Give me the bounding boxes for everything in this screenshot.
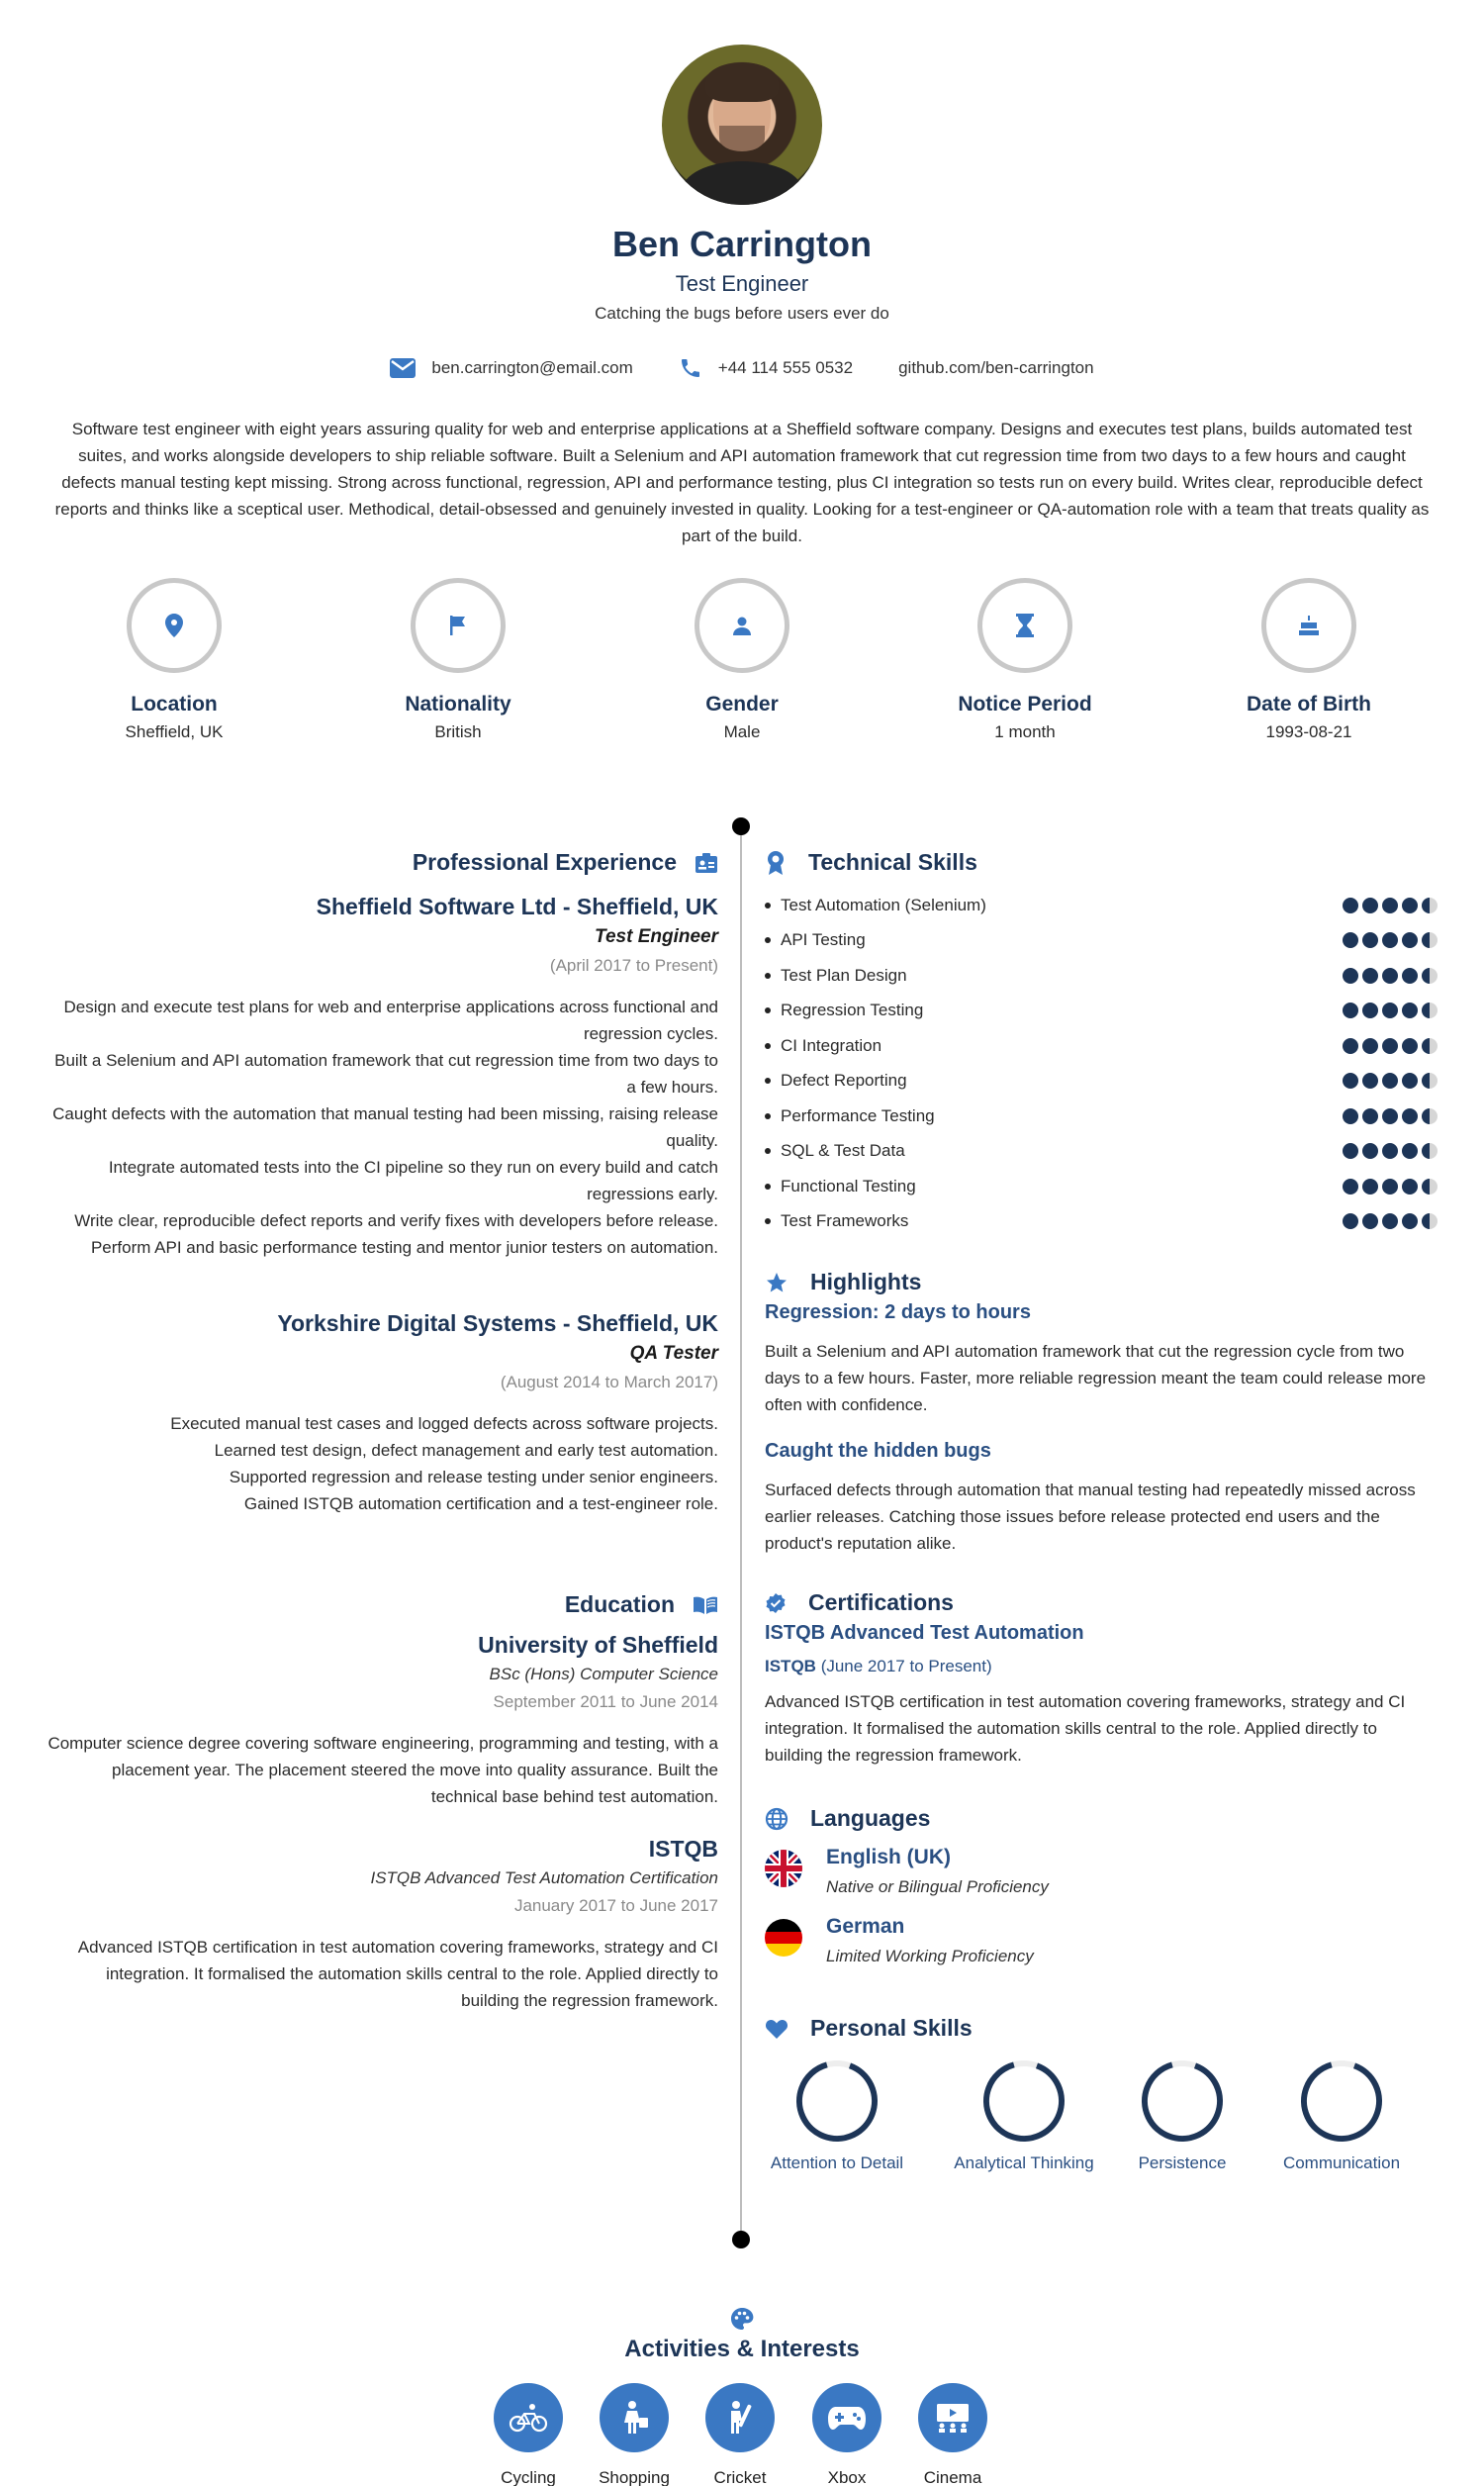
section-title-experience: Professional Experience <box>44 849 718 876</box>
briefcase-id-icon <box>695 852 718 874</box>
language-name: English (UK) <box>826 1846 951 1868</box>
person-icon <box>731 615 753 636</box>
skill-dot <box>1422 968 1438 984</box>
skill-dot <box>1382 932 1398 948</box>
skill-progress-ring <box>1299 2058 1384 2144</box>
flag-icon <box>447 614 469 637</box>
info-label: Date of Birth <box>1247 693 1371 716</box>
language-level: Limited Working Proficiency <box>826 1947 1034 1965</box>
certification-name: ISTQB Advanced Test Automation <box>765 1622 1084 1644</box>
cinema-icon <box>934 2402 972 2434</box>
info-date-of-birth <box>1190 578 1428 742</box>
uk-flag-icon <box>765 1850 802 1887</box>
job-bullet: Built a Selenium and API automation framework that cut regression time from two days to a few hours. <box>54 1051 718 1097</box>
info-value: Sheffield, UK <box>125 722 224 741</box>
skill-dot <box>1402 1143 1418 1159</box>
contact-github[interactable] <box>898 356 1094 380</box>
skill-rating <box>1343 1108 1438 1124</box>
phone-icon <box>679 356 702 380</box>
info-value: British <box>434 722 482 741</box>
info-label: Notice Period <box>958 693 1092 716</box>
shopping-icon <box>618 2400 650 2436</box>
skill-row <box>765 888 1438 923</box>
job-position: QA Tester <box>629 1343 718 1364</box>
skill-dot <box>1422 1038 1438 1054</box>
skill-dot <box>1362 1143 1378 1159</box>
skill-dot <box>1402 1179 1418 1195</box>
personal-skill-label: Analytical Thinking <box>954 2153 1094 2172</box>
job-bullet: Executed manual test cases and logged defects across software projects. <box>170 1414 718 1433</box>
certifications-section <box>765 1589 1438 1769</box>
skill-dot <box>1422 1213 1438 1229</box>
globe-icon <box>765 1807 788 1831</box>
skill-dot <box>1402 1213 1418 1229</box>
personal-skills-section <box>765 2015 1438 2042</box>
gamepad-icon <box>827 2405 867 2431</box>
education-dates: January 2017 to June 2017 <box>513 1896 718 1915</box>
education-degree: ISTQB Advanced Test Automation Certification <box>370 1868 718 1887</box>
skill-row <box>765 1099 1438 1134</box>
skill-dot <box>1343 968 1358 984</box>
skill-row <box>765 1169 1438 1204</box>
interest-xbox <box>797 2383 896 2486</box>
job-entry <box>44 894 718 1261</box>
skill-dot <box>1362 898 1378 913</box>
certification-dates: (June 2017 to Present) <box>820 1657 992 1675</box>
education-entry <box>44 1632 718 1810</box>
technical-skills-section <box>765 849 1438 1239</box>
avatar <box>662 45 822 205</box>
interest-cinema <box>903 2383 1002 2486</box>
candidate-name: Ben Carrington <box>611 224 872 264</box>
job-bullet: Caught defects with the automation that manual testing had been missing, raising release quality. <box>52 1104 718 1150</box>
skill-dot <box>1402 898 1418 913</box>
job-bullet: Supported regression and release testing under senior engineers. <box>229 1468 718 1486</box>
skill-dot <box>1362 1003 1378 1018</box>
skill-dot <box>1382 1108 1398 1124</box>
personal-skill <box>1267 2058 1416 2173</box>
skill-name: Performance Testing <box>765 1106 935 1126</box>
personal-skill <box>765 2058 909 2173</box>
interest-label: Cinema <box>923 2468 982 2486</box>
job-bullet: Write clear, reproducible defect reports and verify fixes with developers before release. <box>74 1211 718 1230</box>
job-org: Sheffield Software Ltd - Sheffield, UK <box>316 894 718 919</box>
highlights-section <box>765 1269 1438 1557</box>
interest-label: Shopping <box>599 2468 670 2486</box>
education-text: Computer science degree covering software engineering, programming and testing, with a placement year. The placement steered the move into quality assurance. Built the technical base behind test automation. <box>47 1734 718 1806</box>
personal-skill-label: Attention to Detail <box>770 2153 904 2172</box>
education-org: University of Sheffield <box>478 1632 718 1658</box>
info-label: Gender <box>705 693 779 716</box>
info-label: Location <box>131 693 218 716</box>
info-label: Nationality <box>405 693 511 716</box>
info-value: Male <box>723 722 761 741</box>
github-text: github.com/ben-carrington <box>898 358 1094 377</box>
personal-skill-label: Persistence <box>1138 2153 1227 2172</box>
skill-list <box>765 888 1438 1239</box>
skill-rating <box>1343 1179 1438 1195</box>
section-title-certifications: Certifications <box>765 1589 1438 1616</box>
job-bullets <box>44 1410 718 1517</box>
certification-issuer: ISTQB <box>765 1657 816 1675</box>
skill-rating <box>1343 1213 1438 1229</box>
job-bullet: Integrate automated tests into the CI pipeline so they run on every build and catch regressions early. <box>108 1158 718 1203</box>
skill-dot <box>1362 1213 1378 1229</box>
interest-label: Cricket <box>713 2468 767 2486</box>
skill-dot <box>1382 968 1398 984</box>
skill-dot <box>1343 1108 1358 1124</box>
skill-name: Defect Reporting <box>765 1071 907 1091</box>
skill-dot <box>1343 1038 1358 1054</box>
email-text: ben.carrington@email.com <box>431 358 633 377</box>
skill-dot <box>1422 1003 1438 1018</box>
language-name: German <box>826 1915 905 1938</box>
skill-progress-ring <box>981 2058 1067 2144</box>
timeline-dot-bottom <box>732 2231 750 2248</box>
star-icon <box>765 1271 788 1294</box>
skill-name: Test Frameworks <box>765 1211 908 1231</box>
skill-progress-ring <box>794 2058 880 2144</box>
skill-dot <box>1402 1108 1418 1124</box>
skill-name: SQL & Test Data <box>765 1141 905 1161</box>
skill-dot <box>1402 1073 1418 1089</box>
skill-rating <box>1343 1073 1438 1089</box>
info-gender <box>623 578 861 742</box>
contact-phone[interactable] <box>679 356 853 380</box>
info-nationality <box>339 578 577 742</box>
skill-dot <box>1362 1108 1378 1124</box>
skill-dot <box>1422 1179 1438 1195</box>
skill-dot <box>1343 898 1358 913</box>
skill-row <box>765 958 1438 994</box>
section-title-technical-skills: Technical Skills <box>765 849 1438 876</box>
education-degree: BSc (Hons) Computer Science <box>489 1665 718 1683</box>
highlight-text: Built a Selenium and API automation framework that cut the regression cycle from two days to a few hours. Faster, more reliable regression meant the team could release more often with confidence. <box>765 1342 1427 1414</box>
palette-icon <box>729 2306 755 2332</box>
job-bullets <box>44 994 718 1261</box>
skill-name: CI Integration <box>765 1036 881 1056</box>
personal-skill <box>1122 2058 1243 2173</box>
skill-row <box>765 923 1438 959</box>
skill-dot <box>1422 1108 1438 1124</box>
highlight-text: Surfaced defects through automation that manual testing had repeatedly missed across earlier releases. Catching those issues before release protected end users and the product's reputation alike. <box>765 1481 1416 1553</box>
location-pin-icon <box>163 613 185 638</box>
tagline: Catching the bugs before users ever do <box>595 304 889 323</box>
skill-dot <box>1343 932 1358 948</box>
skill-dot <box>1382 1213 1398 1229</box>
skill-row <box>765 1204 1438 1240</box>
skill-name: Test Automation (Selenium) <box>765 896 986 915</box>
skill-dot <box>1343 1143 1358 1159</box>
skill-row <box>765 1064 1438 1100</box>
skill-dot <box>1362 968 1378 984</box>
open-book-icon <box>693 1595 718 1615</box>
ring-fill <box>981 2058 1067 2144</box>
skill-name: Functional Testing <box>765 1177 916 1196</box>
section-title-personal-skills: Personal Skills <box>765 2015 1438 2042</box>
info-value: 1993-08-21 <box>1265 722 1352 741</box>
skill-name: API Testing <box>765 930 866 950</box>
hourglass-icon <box>1015 613 1035 638</box>
job-bullet: Perform API and basic performance testing and mentor junior testers on automation. <box>90 1238 718 1257</box>
skill-name: Regression Testing <box>765 1001 923 1020</box>
section-title-interests: Activities & Interests <box>624 2336 860 2362</box>
profile-summary: Software test engineer with eight years assuring quality for web and enterprise applications at a Sheffield software company. Designs and executes test plans, builds automated test suites, and works alongside developers to ship reliable software. Built a Selenium and API automation framework that cut regression time from two days to a few hours and caught defects manual testing kept missing. Strong across functional, regression, API and performance testing, plus CI integration so tests run on every build. Writes clear, reproducible defect reports and thinks like a sceptical user. Methodical, detail-obsessed and genuinely invested in quality. Looking for a test-engineer or QA-automation role with a team that treats quality as part of the build. <box>54 420 1430 545</box>
skill-dot <box>1382 1179 1398 1195</box>
skill-dot <box>1382 1038 1398 1054</box>
skill-dot <box>1362 1179 1378 1195</box>
info-value: 1 month <box>994 722 1056 741</box>
bicycle-icon <box>509 2403 548 2433</box>
job-entry <box>44 1310 718 1517</box>
job-position: Test Engineer <box>595 926 718 947</box>
candidate-role: Test Engineer <box>675 271 809 296</box>
personal-skill-label: Communication <box>1282 2153 1401 2172</box>
language-entry <box>765 1846 1438 1897</box>
education-section <box>44 1591 718 2014</box>
skill-dot <box>1343 1179 1358 1195</box>
job-bullet: Design and execute test plans for web and enterprise applications across functional and regression cycles. <box>63 998 718 1043</box>
experience-section <box>44 849 718 1517</box>
education-text: Advanced ISTQB certification in test automation covering frameworks, strategy and CI integration. It formalised the automation skills central to the role. Applied directly to building the regression framework. <box>77 1938 718 2010</box>
skill-dot <box>1343 1003 1358 1018</box>
skill-dot <box>1382 1073 1398 1089</box>
ring-fill <box>794 2058 880 2144</box>
skill-progress-ring <box>1140 2058 1225 2144</box>
skill-dot <box>1402 1038 1418 1054</box>
skill-rating <box>1343 898 1438 913</box>
certification-text: Advanced ISTQB certification in test automation covering frameworks, strategy and CI integration. It formalised the automation skills central to the role. Applied directly to building the regression framework. <box>765 1692 1406 1765</box>
verified-badge-icon <box>765 1592 787 1614</box>
skill-dot <box>1422 898 1438 913</box>
skill-rating <box>1343 1003 1438 1018</box>
cake-icon <box>1297 614 1321 637</box>
skill-row <box>765 1134 1438 1170</box>
section-title-education: Education <box>44 1591 718 1618</box>
skill-dot <box>1382 1143 1398 1159</box>
education-entry <box>44 1836 718 2014</box>
skill-dot <box>1343 1073 1358 1089</box>
highlight-title: Caught the hidden bugs <box>765 1440 991 1462</box>
cricket-icon <box>723 2400 757 2436</box>
timeline-dot-top <box>732 817 750 835</box>
skill-rating <box>1343 932 1438 948</box>
highlight-title: Regression: 2 days to hours <box>765 1301 1031 1323</box>
interest-cycling <box>479 2383 578 2486</box>
timeline-line <box>740 827 742 2241</box>
certification-meta <box>765 1657 1438 1676</box>
skill-row <box>765 994 1438 1029</box>
languages-section <box>765 1805 1438 1966</box>
skill-dot <box>1402 932 1418 948</box>
ring-fill <box>1140 2058 1225 2144</box>
skill-dot <box>1422 1143 1438 1159</box>
section-title-highlights: Highlights <box>765 1269 1438 1295</box>
contact-bar <box>0 356 1484 380</box>
job-org: Yorkshire Digital Systems - Sheffield, UK <box>277 1310 718 1336</box>
info-notice-period <box>906 578 1144 742</box>
job-bullet: Gained ISTQB automation certification and a test-engineer role. <box>243 1494 718 1513</box>
interest-label: Cycling <box>501 2468 556 2486</box>
section-title-languages: Languages <box>765 1805 1438 1832</box>
language-level: Native or Bilingual Proficiency <box>826 1877 1049 1896</box>
skill-dot <box>1362 1038 1378 1054</box>
skill-dot <box>1422 932 1438 948</box>
job-bullet: Learned test design, defect management and early test automation. <box>214 1441 718 1460</box>
education-org: ISTQB <box>648 1836 718 1862</box>
skill-dot <box>1422 1073 1438 1089</box>
job-dates: (April 2017 to Present) <box>549 956 718 975</box>
skill-dot <box>1362 932 1378 948</box>
job-dates: (August 2014 to March 2017) <box>500 1373 718 1391</box>
skill-dot <box>1402 1003 1418 1018</box>
email-icon <box>390 358 416 378</box>
heart-icon <box>765 2018 788 2040</box>
skill-dot <box>1382 898 1398 913</box>
award-ribbon-icon <box>765 850 787 876</box>
skill-name: Test Plan Design <box>765 966 907 986</box>
skill-dot <box>1362 1073 1378 1089</box>
contact-email[interactable] <box>390 356 632 380</box>
education-dates: September 2011 to June 2014 <box>493 1692 718 1711</box>
skill-row <box>765 1028 1438 1064</box>
skill-rating <box>1343 968 1438 984</box>
personal-skill <box>943 2058 1105 2173</box>
language-entry <box>765 1915 1438 1966</box>
skill-dot <box>1382 1003 1398 1018</box>
ring-fill <box>1299 2058 1384 2144</box>
interest-cricket <box>691 2383 789 2486</box>
phone-text: +44 114 555 0532 <box>717 358 854 377</box>
interest-label: Xbox <box>827 2468 867 2486</box>
german-flag-icon <box>765 1919 802 1957</box>
info-location <box>55 578 293 742</box>
skill-rating <box>1343 1143 1438 1159</box>
skill-dot <box>1343 1213 1358 1229</box>
interest-shopping <box>585 2383 684 2486</box>
skill-dot <box>1402 968 1418 984</box>
skill-rating <box>1343 1038 1438 1054</box>
